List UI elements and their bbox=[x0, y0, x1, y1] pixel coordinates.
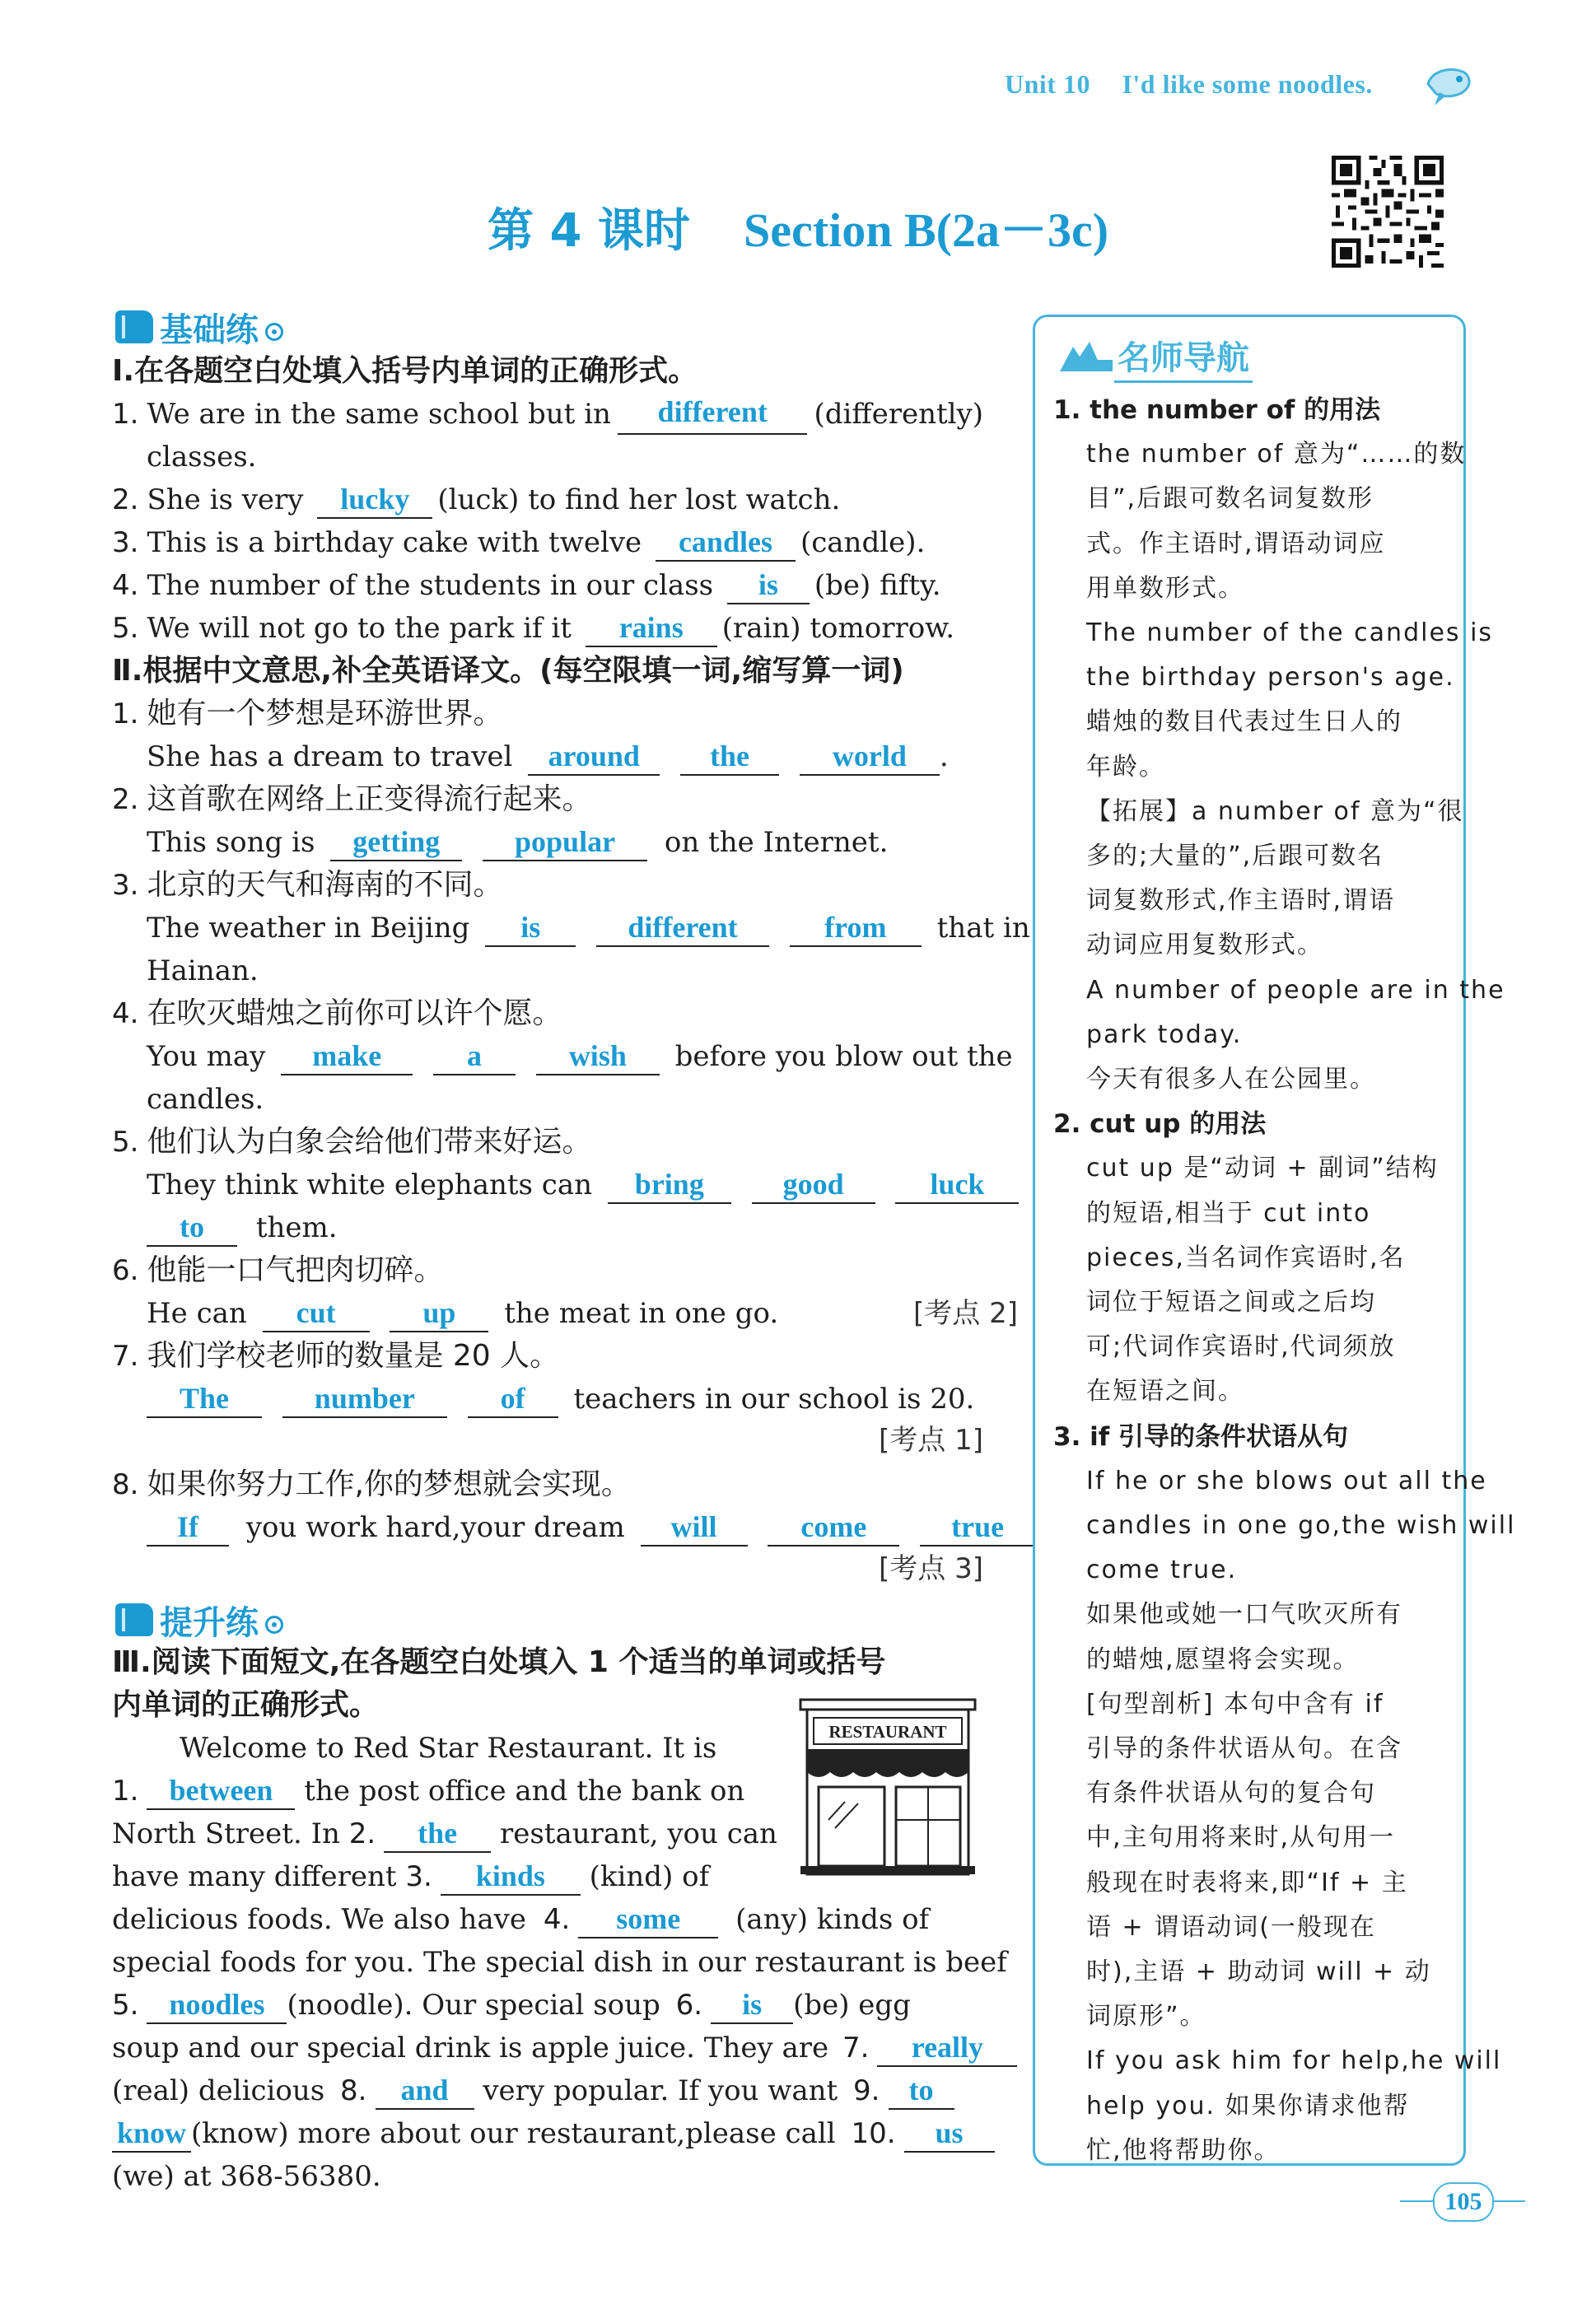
guide-text: If you ask him for help,he will bbox=[1086, 2046, 1502, 2076]
guide-note-line bbox=[1086, 1950, 1449, 1994]
guide-text: A number of people are in the bbox=[1086, 975, 1505, 1005]
passage-line-4 bbox=[112, 1856, 771, 1897]
basic-practice-label: 基础练 bbox=[160, 310, 259, 349]
guide-note-line bbox=[1086, 1771, 1449, 1816]
guide-text: 动词应用复数形式。 bbox=[1086, 931, 1323, 960]
part2-item-1-cn bbox=[112, 693, 983, 735]
part2-item-7-en bbox=[112, 1379, 1018, 1420]
part2-heading: Ⅱ.根据中文意思,补全英语译文。(每空限填一词,缩写算一词) bbox=[112, 654, 904, 688]
item-text: them. bbox=[255, 1211, 338, 1244]
part1-item-2 bbox=[112, 479, 983, 520]
part2-item-4-cont: candles. bbox=[147, 1083, 264, 1116]
basic-practice-tag bbox=[115, 305, 283, 349]
lesson-number: 第 4 课时 bbox=[487, 204, 690, 258]
guide-text: If he or she blows out all the bbox=[1086, 1466, 1487, 1495]
guide-note-line bbox=[1086, 1593, 1449, 1637]
passage-text: delicious foods. We also have bbox=[112, 1903, 526, 1936]
answer-blank[interactable]: and bbox=[376, 2072, 474, 2110]
guide-note-line bbox=[1086, 2129, 1449, 2173]
passage-text: have many different bbox=[112, 1860, 397, 1893]
guide-text: pieces,当名词作宾语时,名 bbox=[1086, 1243, 1406, 1272]
guide-note-line bbox=[1086, 745, 1449, 790]
guide-text: cut up 是“动词 + 副词”结构 bbox=[1086, 1154, 1439, 1183]
part2-item-5-cn bbox=[112, 1122, 983, 1163]
blank-number: 2. bbox=[348, 1817, 376, 1850]
guide-note-line bbox=[1086, 700, 1449, 744]
item-text: (luck) to find her lost watch. bbox=[437, 483, 841, 516]
item-number: 4. bbox=[112, 569, 139, 602]
passage-text: (noodle). Our special soup bbox=[287, 1989, 660, 2022]
answer-blank[interactable]: to bbox=[147, 1209, 237, 1247]
item-text: She has a dream to travel bbox=[147, 740, 513, 773]
guide-text: 般现在时表将来,即“If + 主 bbox=[1086, 1868, 1408, 1897]
passage-text: (kind) of bbox=[589, 1860, 710, 1893]
item-number: 8. bbox=[112, 1468, 139, 1501]
target-icon bbox=[265, 1616, 283, 1634]
guide-note-line bbox=[1086, 1236, 1449, 1281]
guide-point-heading bbox=[1053, 1415, 1449, 1460]
item-number: 4. bbox=[112, 997, 139, 1030]
item-text: They think white elephants can bbox=[147, 1169, 592, 1201]
part2-item-3-cn bbox=[112, 865, 983, 906]
part2-item-6-cn bbox=[112, 1250, 983, 1291]
blank-number: 8. bbox=[340, 2074, 367, 2107]
passage-text: (know) more about our restaurant,please call bbox=[191, 2117, 836, 2150]
exam-point-tag: [考点 1] bbox=[879, 1424, 983, 1457]
guide-point-heading bbox=[1053, 388, 1449, 433]
guide-note-line bbox=[1086, 1682, 1449, 1727]
passage-line-3 bbox=[112, 1813, 777, 1854]
chinese-prompt: 北京的天气和海南的不同。 bbox=[147, 868, 503, 902]
part2-item-7-cn bbox=[112, 1336, 983, 1377]
part1-item-3 bbox=[112, 522, 983, 563]
item-number: 2. bbox=[112, 483, 139, 516]
guide-note-line bbox=[1086, 1906, 1449, 1950]
guide-text: 3. if 引导的条件状语从句 bbox=[1053, 1421, 1349, 1452]
guide-text: 词位于短语之间或之后均 bbox=[1086, 1288, 1376, 1317]
guide-text: 蜡烛的数目代表过生日人的 bbox=[1086, 707, 1402, 737]
guide-note-line bbox=[1086, 1861, 1449, 1906]
part2-item-3-en bbox=[112, 907, 1030, 949]
chinese-prompt: 她有一个梦想是环游世界。 bbox=[147, 697, 503, 730]
part1-heading: Ⅰ.在各题空白处填入括号内单词的正确形式。 bbox=[112, 354, 698, 388]
passage-text: soup and our special drink is apple juice. They are bbox=[112, 2032, 829, 2064]
answer-blank[interactable]: from bbox=[790, 909, 922, 947]
passage-line-10 bbox=[112, 2113, 983, 2154]
answer-blank[interactable]: to bbox=[889, 2072, 954, 2110]
guide-note-line bbox=[1086, 1325, 1449, 1369]
answer-blank[interactable]: around bbox=[528, 738, 660, 776]
item-text: teachers in our school is 20. bbox=[573, 1383, 975, 1416]
guide-text: 可;代词作宾语时,代词须放 bbox=[1086, 1332, 1396, 1362]
guide-note-line bbox=[1086, 2039, 1502, 2083]
guide-text: 时),主语 + 助动词 will + 动 bbox=[1086, 1957, 1431, 1986]
answer-blank[interactable]: number bbox=[282, 1380, 447, 1418]
answer-blank[interactable]: is bbox=[727, 567, 810, 604]
guide-note-line bbox=[1086, 968, 1505, 1013]
book-icon bbox=[115, 1603, 153, 1636]
part2-item-2-cn bbox=[112, 779, 983, 820]
blank-number: 7. bbox=[842, 2032, 870, 2064]
passage-text: very popular. If you want bbox=[483, 2074, 838, 2107]
item-text: before you blow out the bbox=[674, 1040, 1013, 1073]
item-number: 3. bbox=[112, 869, 139, 902]
guide-text: 用单数形式。 bbox=[1086, 573, 1244, 603]
page-number: 105 bbox=[1433, 2182, 1494, 2222]
item-text: She is very bbox=[147, 483, 304, 516]
blank-number: 9. bbox=[853, 2074, 880, 2107]
answer-blank[interactable]: come bbox=[768, 1509, 899, 1547]
answer-blank[interactable]: popular bbox=[483, 823, 647, 861]
passage-line-2 bbox=[112, 1770, 771, 1812]
page-number-badge bbox=[1400, 2182, 1524, 2223]
guide-note-line bbox=[1086, 790, 1464, 834]
passage-text: North Street. In bbox=[112, 1817, 340, 1850]
guide-note-line bbox=[1086, 522, 1449, 567]
blank-number: 10. bbox=[851, 2117, 896, 2150]
part1-item-5 bbox=[112, 608, 983, 649]
item-number: 5. bbox=[112, 612, 139, 645]
guide-note-line bbox=[1086, 432, 1467, 477]
teacher-guide-panel bbox=[1033, 315, 1516, 2166]
item-number: 3. bbox=[112, 526, 139, 559]
blank-number: 3. bbox=[405, 1860, 432, 1893]
answer-blank[interactable]: really bbox=[877, 2029, 1017, 2067]
blank-number: 1. bbox=[112, 1775, 139, 1808]
guide-note-line bbox=[1086, 1057, 1449, 1102]
guide-text: 如果他或她一口气吹灭所有 bbox=[1086, 1600, 1402, 1630]
guide-text: 今天有很多人在公园里。 bbox=[1086, 1065, 1376, 1094]
part3-heading-line1: Ⅲ.阅读下面短文,在各题空白处填入 1 个适当的单词或括号 bbox=[112, 1645, 886, 1679]
chinese-prompt: 他能一口气把肉切碎。 bbox=[147, 1253, 444, 1287]
item-text: This song is bbox=[147, 826, 315, 859]
answer-blank[interactable]: is bbox=[711, 1986, 793, 2024]
answer-blank[interactable]: getting bbox=[330, 823, 462, 861]
part2-item-4-cn bbox=[112, 993, 983, 1034]
guide-note-line bbox=[1086, 1638, 1449, 1682]
guide-text: come true. bbox=[1086, 1556, 1238, 1585]
item-text: We are in the same school but in bbox=[147, 398, 611, 431]
answer-blank[interactable]: rains bbox=[586, 609, 717, 647]
answer-blank[interactable]: up bbox=[390, 1295, 488, 1332]
part2-item-5-cont bbox=[112, 1207, 1018, 1248]
part3-heading-line2: 内单词的正确形式。 bbox=[112, 1688, 380, 1722]
guide-note-line bbox=[1086, 923, 1449, 968]
item-number: 6. bbox=[112, 1254, 139, 1287]
item-text: (rain) tomorrow. bbox=[721, 612, 955, 645]
guide-text: candles in one go,the wish will bbox=[1086, 1511, 1516, 1540]
answer-blank[interactable]: the bbox=[384, 1815, 491, 1853]
answer-blank[interactable]: different bbox=[596, 909, 769, 947]
item-text: (be) fifty. bbox=[814, 569, 941, 602]
guide-text: 语 + 谓语动词(一般现在 bbox=[1086, 1912, 1376, 1942]
blank-number: 6. bbox=[675, 1989, 703, 2022]
chinese-prompt: 如果你努力工作,你的梦想就会实现。 bbox=[147, 1467, 631, 1501]
part2-item-8-cn bbox=[112, 1464, 983, 1505]
item-text: that in bbox=[936, 912, 1030, 945]
answer-blank[interactable]: know bbox=[112, 2115, 191, 2153]
part2-item-4-en bbox=[112, 1036, 1018, 1077]
guide-text: 引导的条件状语从句。在含 bbox=[1086, 1734, 1402, 1763]
item-text: you work hard,your dream bbox=[245, 1511, 625, 1544]
item-number: 1. bbox=[112, 697, 139, 730]
guide-note-line bbox=[1086, 1994, 1449, 2039]
item-text: We will not go to the park if it bbox=[147, 612, 572, 645]
answer-blank[interactable]: wish bbox=[536, 1038, 660, 1075]
guide-note-line bbox=[1086, 1192, 1449, 1236]
chinese-prompt: 这首歌在网络上正变得流行起来。 bbox=[147, 782, 592, 816]
advanced-practice-tag bbox=[115, 1598, 283, 1642]
guide-text: 在短语之间。 bbox=[1086, 1377, 1244, 1407]
answer-blank[interactable]: true bbox=[920, 1509, 1035, 1547]
guide-text: 中,主句用将来时,从句用一 bbox=[1086, 1823, 1396, 1853]
guide-text: 年龄。 bbox=[1086, 752, 1165, 781]
guide-note-line bbox=[1086, 2084, 1449, 2129]
guide-note-line bbox=[1086, 477, 1449, 521]
part2-item-8-en bbox=[112, 1507, 1018, 1548]
guide-text: 1. the number of 的用法 bbox=[1053, 395, 1381, 425]
item-text: the meat in one go. bbox=[504, 1297, 779, 1330]
passage-line-7 bbox=[112, 1985, 983, 2026]
item-number: 2. bbox=[112, 783, 139, 816]
passage-line-5 bbox=[112, 1899, 983, 1940]
guide-text: 2. cut up 的用法 bbox=[1053, 1109, 1267, 1140]
answer-blank[interactable]: cut bbox=[263, 1295, 370, 1332]
guide-note-line bbox=[1086, 834, 1449, 879]
guide-note-line bbox=[1086, 1504, 1516, 1548]
part2-item-2-en bbox=[112, 822, 1018, 863]
part2-item-1-en bbox=[112, 736, 1018, 777]
lesson-section: Section B(2a－3c) bbox=[744, 203, 1109, 257]
answer-blank[interactable]: make bbox=[281, 1038, 413, 1075]
guide-note-line bbox=[1086, 1369, 1449, 1414]
passage-text: (real) delicious bbox=[112, 2074, 325, 2107]
item-number: 5. bbox=[112, 1126, 139, 1159]
guide-note-line bbox=[1086, 611, 1494, 655]
item-text: He can bbox=[147, 1297, 247, 1330]
chinese-prompt: 他们认为白象会给他们带来好运。 bbox=[147, 1125, 592, 1159]
restaurant-sign: RESTAURANT bbox=[828, 1722, 947, 1742]
passage-line-1: Welcome to Red Star Restaurant. It is bbox=[180, 1732, 717, 1765]
part2-item-5-en bbox=[112, 1164, 1018, 1206]
guide-text: 目”,后跟可数名词复数形 bbox=[1086, 484, 1374, 514]
exam-point-tag: [考点 3] bbox=[879, 1552, 983, 1585]
guide-note-line bbox=[1086, 655, 1455, 700]
item-text: This is a birthday cake with twelve bbox=[147, 526, 642, 559]
item-text: The weather in Beijing bbox=[147, 912, 470, 945]
answer-blank[interactable]: lucky bbox=[317, 481, 432, 519]
part1-item-4 bbox=[112, 565, 983, 606]
passage-text: (be) egg bbox=[793, 1989, 911, 2022]
book-icon bbox=[115, 310, 153, 343]
item-text: You may bbox=[147, 1040, 266, 1073]
answer-blank[interactable]: noodles bbox=[147, 1986, 287, 2024]
lesson-title bbox=[0, 191, 1596, 260]
answer-blank[interactable]: of bbox=[468, 1380, 558, 1418]
restaurant-illustration bbox=[796, 1696, 980, 1878]
exam-point-tag: [考点 2] bbox=[913, 1297, 1018, 1330]
teacher-guide-title: 名师导航 bbox=[1114, 332, 1253, 383]
item-text: The number of the students in our class bbox=[147, 569, 714, 602]
divider bbox=[1492, 2200, 1525, 2202]
part1-item-1 bbox=[112, 394, 983, 435]
teacher-guide-header bbox=[1057, 332, 1253, 383]
guide-point-heading bbox=[1053, 1102, 1449, 1147]
bird-icon bbox=[1423, 59, 1474, 110]
guide-note-line bbox=[1086, 1146, 1449, 1191]
item-number: 7. bbox=[112, 1340, 139, 1373]
item-text: (candle). bbox=[800, 526, 926, 559]
guide-text: 有条件状语从句的复合句 bbox=[1086, 1779, 1376, 1808]
answer-blank[interactable]: world bbox=[800, 738, 940, 776]
passage-line-11: (we) at 368-56380. bbox=[112, 2160, 381, 2193]
passage-text: (any) kinds of bbox=[735, 1903, 930, 1936]
guide-text: 的短语,相当于 cut into bbox=[1086, 1198, 1371, 1228]
answer-blank[interactable]: some bbox=[578, 1901, 718, 1938]
passage-text: the post office and the bank on bbox=[304, 1775, 745, 1808]
guide-text: 词原形”。 bbox=[1086, 2002, 1206, 2032]
item-text: on the Internet. bbox=[664, 826, 889, 859]
part2-item-3-cont: Hainan. bbox=[147, 954, 259, 987]
guide-note-line bbox=[1086, 1727, 1449, 1771]
guide-text: 【拓展】a number of 意为“很 bbox=[1086, 796, 1464, 826]
answer-blank[interactable]: will bbox=[641, 1509, 748, 1547]
passage-line-6: special foods for you. The special dish in our restaurant is beef bbox=[112, 1946, 1007, 1979]
answer-blank[interactable]: bring bbox=[608, 1166, 731, 1204]
answer-blank[interactable]: a bbox=[433, 1038, 516, 1075]
unit-title: I'd like some noodles. bbox=[1122, 69, 1373, 99]
blank-number: 5. bbox=[112, 1989, 139, 2022]
guide-note-line bbox=[1086, 1816, 1449, 1860]
answer-blank[interactable]: candles bbox=[656, 524, 796, 562]
guide-note-line bbox=[1086, 1459, 1487, 1504]
graduation-icon bbox=[1057, 338, 1114, 376]
answer-blank[interactable]: kinds bbox=[441, 1858, 581, 1896]
guide-text: 式。作主语时,谓语动词应 bbox=[1086, 529, 1386, 558]
chinese-prompt: 在吹灭蜡烛之前你可以许个愿。 bbox=[147, 996, 562, 1030]
chinese-prompt: 我们学校老师的数量是 20 人。 bbox=[147, 1339, 560, 1373]
guide-text: [句型剖析] 本句中含有 if bbox=[1086, 1689, 1384, 1719]
item-hint: (differently) bbox=[814, 398, 983, 431]
guide-text: park today. bbox=[1086, 1019, 1243, 1049]
answer-blank[interactable]: The bbox=[147, 1380, 262, 1418]
guide-note-line bbox=[1086, 1281, 1449, 1325]
answer-blank[interactable]: us bbox=[904, 2115, 995, 2153]
guide-note-line bbox=[1086, 879, 1449, 923]
blank-number: 4. bbox=[543, 1903, 571, 1936]
answer-blank[interactable]: different bbox=[618, 394, 807, 435]
guide-note-line bbox=[1086, 1013, 1449, 1057]
guide-text: The number of the candles is bbox=[1086, 618, 1494, 647]
passage-line-9 bbox=[112, 2070, 983, 2111]
target-icon bbox=[265, 323, 283, 341]
guide-text: 的蜡烛,愿望将会实现。 bbox=[1086, 1645, 1360, 1674]
running-header bbox=[1005, 69, 1373, 100]
answer-blank[interactable]: If bbox=[147, 1509, 229, 1547]
item-number: 1. bbox=[112, 398, 139, 431]
guide-text: 多的;大量的”,后跟可数名 bbox=[1086, 842, 1384, 870]
answer-blank[interactable]: good bbox=[752, 1166, 875, 1204]
unit-label: Unit 10 bbox=[1005, 69, 1090, 99]
passage-line-8 bbox=[112, 2027, 983, 2069]
guide-text: the number of 意为“……的数 bbox=[1086, 440, 1467, 469]
answer-blank[interactable]: between bbox=[147, 1772, 295, 1810]
answer-blank[interactable]: the bbox=[680, 738, 779, 776]
guide-text: 词复数形式,作主语时,谓语 bbox=[1086, 886, 1396, 916]
part2-item-6-en bbox=[112, 1293, 1018, 1334]
guide-note-line bbox=[1086, 567, 1449, 611]
divider bbox=[1400, 2200, 1433, 2202]
guide-text: help you. 如果你请求他帮 bbox=[1086, 2091, 1410, 2120]
item-text: . bbox=[939, 740, 949, 773]
answer-blank[interactable]: is bbox=[485, 909, 576, 947]
guide-text: 忙,他将帮助你。 bbox=[1086, 2135, 1281, 2165]
guide-text: the birthday person's age. bbox=[1086, 663, 1455, 693]
part1-item-1-cont: classes. bbox=[147, 441, 257, 474]
answer-blank[interactable]: luck bbox=[895, 1166, 1019, 1204]
passage-text: restaurant, you can bbox=[499, 1817, 777, 1850]
advanced-practice-label: 提升练 bbox=[160, 1603, 259, 1642]
guide-note-line bbox=[1086, 1548, 1449, 1593]
